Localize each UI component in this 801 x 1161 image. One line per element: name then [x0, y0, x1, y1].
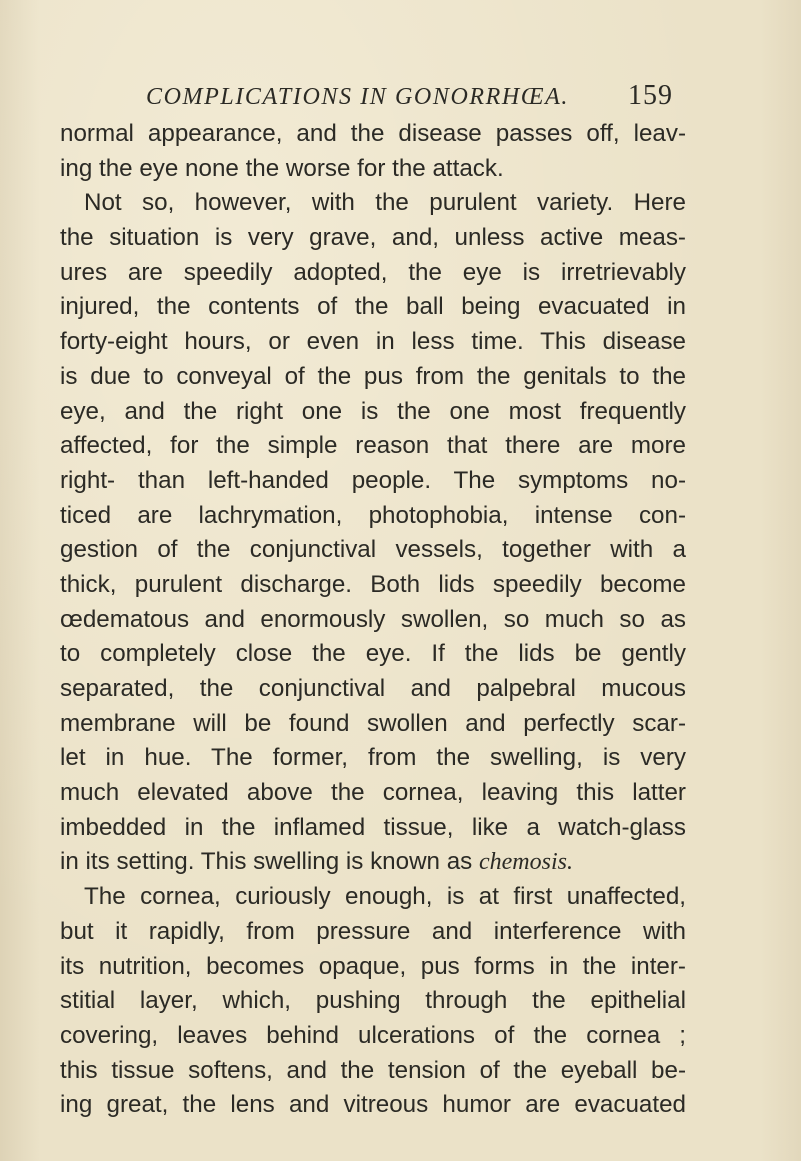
text-line: the situation is very grave, and, unless active meas- [60, 224, 686, 252]
text-line: gestion of the conjunctival vessels, together with a [60, 536, 686, 564]
text-line: normal appearance, and the disease passes off, leav- [60, 120, 686, 147]
text-line: but it rapidly, from pressure and interference with [60, 917, 686, 945]
text-line: right- than left-handed people. The symptoms no- [60, 466, 686, 494]
text-line [60, 845, 686, 880]
italic-term: chemosis. [478, 849, 573, 876]
text-line: œdematous and enormously swollen, so much so as [60, 605, 686, 633]
text-line: imbedded in the inflamed tissue, like a watch-glass [60, 813, 686, 841]
text-line: ures are speedily adopted, the eye is irretrievably [60, 258, 686, 286]
text-line-prefix: in its setting. This swelling is known as [60, 848, 479, 876]
text-line: membrane will be found swollen and perfectly scar- [60, 709, 686, 737]
text-line: eye, and the right one is the one most frequently [60, 397, 686, 425]
paragraph-1 [60, 117, 686, 186]
text-line: ticed are lachrymation, photophobia, intense con- [60, 501, 686, 529]
page-number: 159 [628, 80, 673, 111]
text-line: this tissue softens, and the tension of the eyeball be- [60, 1056, 686, 1084]
text-line: is due to conveyal of the pus from the genitals to the [60, 362, 686, 390]
text-line: let in hue. The former, from the swelling, is very [60, 744, 686, 772]
text-line: The cornea, curiously enough, is at first unaffected, [84, 883, 686, 911]
text-line: ing the eye none the worse for the attack. [60, 154, 504, 182]
running-head-title: COMPLICATIONS IN GONORRHŒA. [146, 84, 569, 110]
paragraph-3 [60, 880, 686, 1123]
text-line: ing great, the lens and vitreous humor are evacuated [60, 1091, 686, 1119]
text-line: separated, the conjunctival and palpebral mucous [60, 675, 686, 702]
body-text [60, 117, 686, 1123]
text-line: its nutrition, becomes opaque, pus forms in the inter- [60, 952, 686, 980]
text-line: covering, leaves behind ulcerations of the cornea ; [60, 1021, 686, 1049]
text-line: stitial layer, which, pushing through the epithelial [60, 987, 686, 1015]
text-line: affected, for the simple reason that there are more [60, 432, 686, 460]
text-line: forty-eight hours, or even in less time. This disease [60, 328, 686, 356]
text-line: injured, the contents of the ball being evacuated in [60, 293, 686, 321]
text-line: much elevated above the cornea, leaving this latter [60, 779, 686, 807]
text-line: to completely close the eye. If the lids be gently [60, 640, 686, 668]
text-line: thick, purulent discharge. Both lids speedily become [60, 570, 686, 598]
text-line: Not so, however, with the purulent variety. Here [84, 189, 686, 217]
paragraph-2 [60, 186, 686, 880]
